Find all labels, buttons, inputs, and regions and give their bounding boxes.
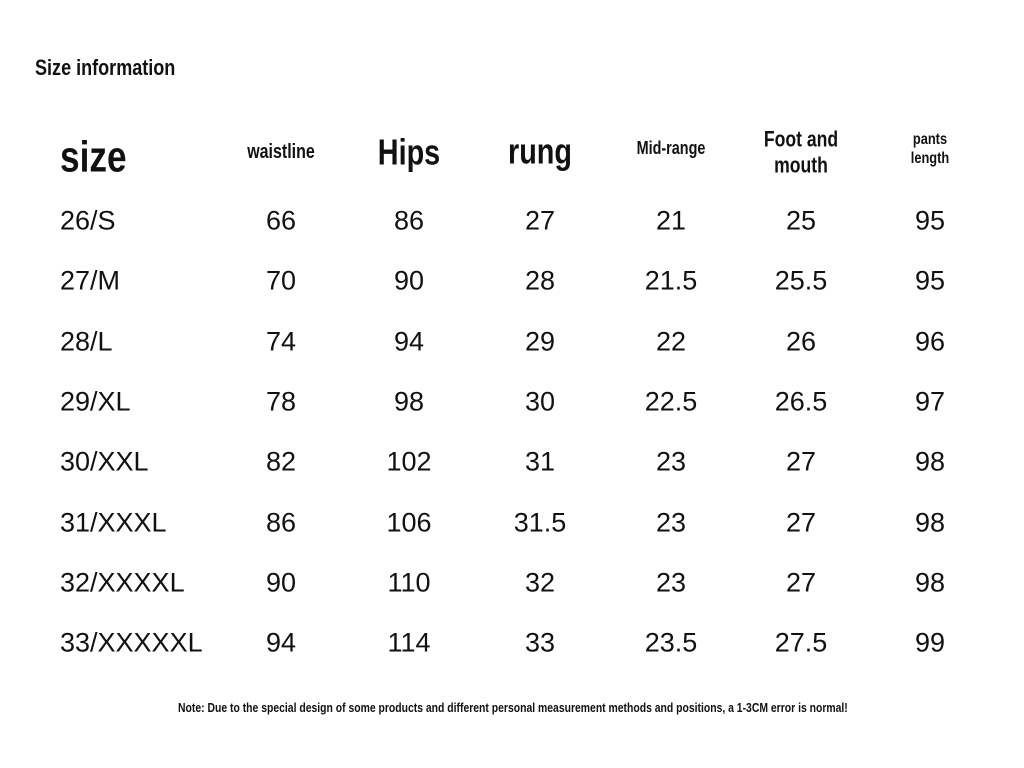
column-header: waistline: [247, 141, 315, 163]
measurement-cell: 27: [524, 205, 556, 236]
measurement-cell: 31.5: [513, 507, 567, 537]
size-label-cell: 30/XXL: [60, 446, 149, 477]
size-label-cell: 26/S: [60, 205, 116, 236]
size-label-cell: 31/XXXL: [60, 507, 167, 537]
page-title: Size information: [35, 55, 176, 80]
size-label-cell: 33/XXXXXL: [60, 627, 203, 658]
measurement-cell: 114: [387, 627, 431, 658]
size-label-cell: 32/XXXXL: [60, 567, 185, 598]
measurement-cell: 32: [524, 567, 556, 598]
measurement-cell: 97: [914, 386, 946, 417]
measurement-cell: 98: [914, 446, 946, 477]
measurement-cell: 23: [655, 567, 687, 598]
measurement-cell: 95: [914, 205, 946, 236]
measurement-cell: 66: [265, 205, 297, 236]
measurement-cell: 22: [655, 326, 687, 357]
measurement-cell: 96: [914, 326, 946, 357]
measurement-cell: 94: [393, 326, 425, 357]
measurement-cell: 110: [387, 567, 431, 598]
measurement-cell: 23: [655, 507, 687, 537]
measurement-cell: 82: [265, 446, 297, 477]
measurement-cell: 23: [655, 446, 687, 477]
measurement-cell: 26.5: [774, 386, 828, 417]
measurement-cell: 27.5: [774, 627, 828, 658]
measurement-cell: 27: [785, 446, 817, 477]
measurement-note: Note: Due to the special design of some products and different personal measurement methods and positions, a 1-3CM error is normal!: [178, 700, 848, 715]
measurement-cell: 98: [914, 507, 946, 537]
measurement-cell: 30: [524, 386, 556, 417]
measurement-cell: 21: [655, 205, 687, 236]
measurement-cell: 26: [785, 326, 817, 357]
measurement-cell: 99: [914, 627, 946, 658]
measurement-cell: 90: [393, 265, 425, 296]
measurement-cell: 70: [265, 265, 297, 296]
measurement-cell: 98: [393, 386, 425, 417]
size-label-cell: 28/L: [60, 326, 113, 357]
measurement-cell: 78: [265, 386, 297, 417]
measurement-cell: 102: [386, 446, 432, 477]
measurement-cell: 27: [785, 507, 817, 537]
measurement-cell: 74: [265, 326, 297, 357]
measurement-cell: 25: [785, 205, 817, 236]
column-header: size: [60, 132, 127, 182]
measurement-cell: 25.5: [774, 265, 828, 296]
measurement-cell: 31: [524, 446, 556, 477]
size-label-cell: 27/M: [60, 265, 121, 296]
measurement-cell: 33: [524, 627, 556, 658]
measurement-cell: 86: [265, 507, 297, 537]
column-header: pants length: [910, 130, 950, 167]
measurement-cell: 98: [914, 567, 946, 598]
measurement-cell: 94: [265, 627, 297, 658]
measurement-cell: 28: [524, 265, 556, 296]
column-header: Hips: [377, 131, 441, 173]
measurement-cell: 86: [393, 205, 425, 236]
measurement-cell: 23.5: [644, 627, 698, 658]
measurement-cell: 95: [914, 265, 946, 296]
column-header: Mid-range: [636, 138, 706, 159]
size-label-cell: 29/XL: [60, 386, 131, 417]
column-header: Foot and mouth: [763, 126, 839, 178]
measurement-cell: 29: [524, 326, 556, 357]
column-header: rung: [508, 130, 572, 172]
measurement-cell: 21.5: [644, 265, 698, 296]
measurement-cell: 22.5: [644, 386, 698, 417]
measurement-cell: 90: [265, 567, 297, 598]
measurement-cell: 27: [785, 567, 817, 598]
measurement-cell: 106: [386, 507, 432, 537]
